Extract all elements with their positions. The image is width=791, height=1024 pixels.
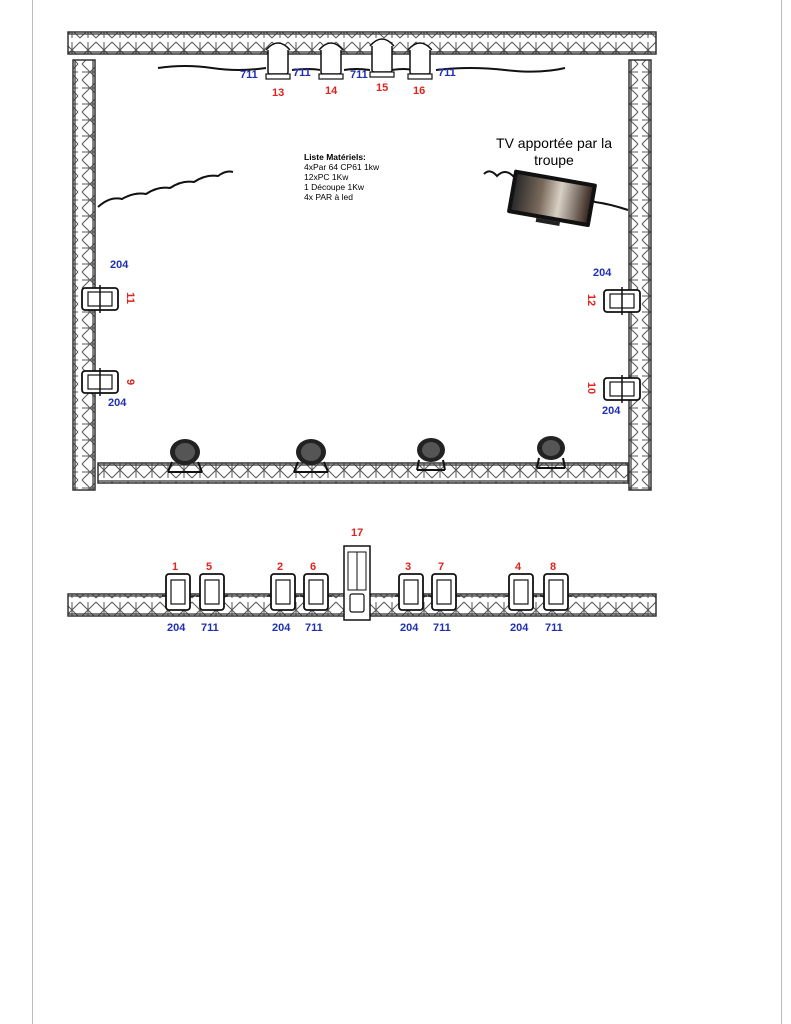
side-gel-11: 204	[110, 259, 129, 271]
front-id-17: 17	[351, 527, 364, 539]
front-fixture-4	[505, 574, 537, 610]
top-id-14: 14	[325, 85, 338, 97]
front-fixture-7	[428, 574, 460, 610]
side-id-9: 9	[124, 378, 137, 386]
side-fixture-11	[82, 285, 118, 313]
front-gel-2: 204	[272, 622, 291, 634]
front-gel-7: 711	[433, 622, 451, 634]
top-id-13: 13	[272, 87, 285, 99]
front-id-1: 1	[172, 561, 179, 573]
materials-item: 12xPC 1Kw	[304, 172, 349, 182]
side-gel-9: 204	[108, 397, 127, 409]
top-fixture-15	[370, 39, 394, 77]
side-fixture-12	[604, 287, 640, 315]
materials-item: 1 Découpe 1Kw	[304, 182, 365, 192]
front-gel-4: 204	[510, 622, 529, 634]
front-gel-6: 711	[305, 622, 323, 634]
side-id-11: 11	[123, 292, 136, 304]
front-fixture-1	[162, 574, 194, 610]
side-id-12: 12	[585, 293, 598, 307]
top-id-15: 15	[376, 82, 389, 94]
front-fixture-6	[300, 574, 332, 610]
truss-right	[629, 60, 651, 490]
front-id-8: 8	[550, 561, 557, 573]
top-id-16: 16	[413, 85, 426, 97]
front-gel-8: 711	[545, 622, 563, 634]
front-id-5: 5	[206, 561, 213, 573]
front-id-7: 7	[438, 561, 445, 573]
front-fixture-3	[395, 574, 427, 610]
truss-left	[73, 60, 95, 490]
top-gel-13: 711	[240, 69, 258, 81]
front-fixture-17	[344, 546, 370, 620]
top-fixture-14	[319, 43, 343, 79]
materials-item: 4xPar 64 CP61 1kw	[304, 162, 380, 172]
truss-top	[68, 32, 656, 54]
top-gel-16: 711	[438, 67, 456, 79]
front-id-3: 3	[405, 561, 412, 573]
front-id-4: 4	[515, 561, 522, 573]
front-id-6: 6	[310, 561, 317, 573]
top-fixture-13	[266, 43, 290, 79]
top-gel-14: 711	[293, 67, 311, 79]
front-fixture-8	[540, 574, 572, 610]
materials-title: Liste Matériels:	[304, 152, 366, 162]
top-gel-15: 711	[350, 69, 368, 81]
side-id-10: 10	[585, 381, 598, 395]
front-fixture-5	[196, 574, 228, 610]
tv-caption: TV apportée par la troupe	[496, 135, 612, 168]
top-fixture-16	[408, 43, 432, 79]
front-fixture-2	[267, 574, 299, 610]
front-id-2: 2	[277, 561, 284, 573]
side-fixture-10	[604, 375, 640, 403]
side-gel-10: 204	[602, 405, 621, 417]
materials-item: 4x PAR à led	[304, 192, 353, 202]
curtain-left	[98, 172, 233, 208]
front-gel-3: 204	[400, 622, 419, 634]
side-fixture-9	[82, 368, 118, 396]
front-gel-5: 711	[201, 622, 219, 634]
side-gel-12: 204	[593, 267, 612, 279]
materials-list	[304, 152, 379, 202]
front-gel-1: 204	[167, 622, 186, 634]
tv-image	[506, 169, 597, 231]
